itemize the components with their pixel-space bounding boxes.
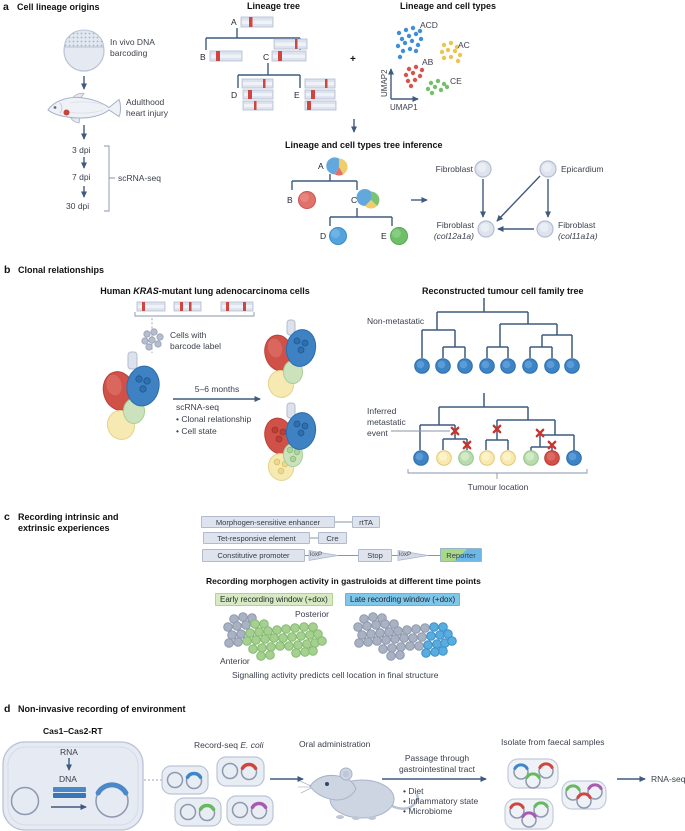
early-window-badge: Early recording window (+dox) [215, 593, 333, 606]
dpi-3-label: 3 dpi [72, 145, 91, 155]
inference-node-a: A [318, 161, 324, 171]
bullet-diet: • Diet [403, 786, 424, 796]
embryo-icon [64, 30, 104, 71]
loxp2-label: loxP [399, 551, 412, 558]
loxp1-label: loxP [310, 551, 323, 558]
lineage-tree-title: Lineage tree [247, 1, 301, 11]
fibroblast-bl-label: Fibroblast (col12a1a) [433, 220, 474, 242]
enhancer-box: Morphogen-sensitive enhancer [201, 516, 335, 528]
tree-node-a-label: A [231, 17, 237, 27]
epicardium-label: Epicardium [561, 164, 604, 174]
reporter-box: Reporter [440, 548, 482, 562]
inference-node-d: D [320, 231, 327, 241]
barcoded-cells-cluster [142, 329, 163, 350]
tree-node-c-label: C [263, 52, 270, 62]
fibroblast-br-label: Fibroblast (col11a1a) [558, 220, 598, 242]
months-label: 5–6 months [194, 384, 240, 394]
scrna-label-a: scRNA-seq [118, 173, 161, 183]
umap-cluster-ab [404, 65, 424, 88]
lung-icon-top-right [261, 320, 318, 401]
inference-node-b: B [287, 195, 293, 205]
mouse-eye [325, 782, 329, 786]
family-tree-metastatic [391, 393, 587, 479]
family-tree-nonmetastatic [415, 298, 580, 373]
mouse-icon [298, 768, 418, 820]
dpi-30-label: 30 dpi [66, 201, 90, 211]
late-window-badge: Late recording window (+dox) [345, 593, 460, 606]
umap-x-label: UMAP1 [390, 103, 418, 112]
inference-title: Lineage and cell types tree inference [285, 140, 443, 150]
rnaseq-label: RNA-seq [651, 774, 685, 784]
panel-b-title: Clonal relationships [18, 265, 105, 275]
barcode-bars [210, 17, 336, 110]
tet-box: Tet-responsive element [203, 532, 310, 544]
invivo-label: In vivo DNA barcoding [110, 37, 155, 59]
barcode-bars-b [137, 302, 253, 311]
promoter-box: Constitutive promoter [202, 549, 305, 562]
panel-d-graphics [3, 742, 645, 830]
inference-tree [292, 157, 408, 244]
oral-label: Oral administration [299, 739, 371, 749]
panel-b-letter: b [4, 264, 11, 276]
gastruloid-late [354, 613, 457, 661]
umap-title: Lineage and cell types [400, 1, 497, 11]
lung-icon-bottom-right [261, 403, 318, 484]
lung-icon-left [99, 352, 162, 443]
heart-injury-spot [64, 110, 70, 116]
dpi-7-label: 7 dpi [72, 172, 91, 182]
kras-title: Human KRAS-mutant lung adenocarcinoma cells [100, 286, 310, 296]
pie-node-c [356, 189, 379, 208]
passage-label: Passage through gastrointestinal tract [398, 753, 476, 775]
faecal-sample-cells [505, 759, 606, 829]
tree-node-e-label: E [294, 90, 300, 100]
tree-node-b-label: B [200, 52, 206, 62]
panel-d-letter: d [4, 703, 11, 715]
rna-label: RNA [60, 747, 78, 757]
recording-title: Recording morphogen activity in gastruloids at different time points [206, 576, 481, 586]
isolate-label: Isolate from faecal samples [501, 737, 605, 747]
cells-barcode-label: Cells with barcode label [170, 330, 222, 352]
signalling-caption: Signalling activity predicts cell location in final structure [232, 670, 439, 680]
pie-node-a [326, 157, 347, 175]
record-seq-cells [162, 757, 273, 826]
dna-bar [53, 787, 86, 792]
tumour-location-label: Tumour location [467, 482, 529, 492]
anterior-label: Anterior [220, 656, 250, 666]
inferred-metastatic-label: Inferred metastatic event [367, 406, 406, 439]
rtta-box: rtTA [352, 516, 380, 528]
fibroblast-top-label: Fibroblast [435, 164, 473, 174]
cluster-acd-label: ACD [420, 20, 438, 30]
bullet-microbiome: • Microbiome [403, 806, 453, 816]
umap-y-label: UMAP2 [380, 69, 389, 97]
umap-cluster-ce [426, 79, 449, 95]
panel-a-letter: a [3, 1, 9, 13]
record-seq-label: Record-seq E. coli [194, 740, 264, 750]
plus-sign: + [350, 54, 356, 65]
cluster-ce-label: CE [450, 76, 462, 86]
panel-a-title: Cell lineage origins [17, 2, 100, 12]
zebrafish-icon [48, 93, 121, 123]
scrna-label-b: scRNA-seq [176, 402, 219, 412]
posterior-label: Posterior [295, 609, 330, 619]
cell-state-network [475, 161, 556, 237]
adulthood-label: Adulthood heart injury [126, 97, 169, 119]
bullet-inflammatory: • Inflammatory state [403, 796, 479, 806]
non-metastatic-label: Non-metastatic [367, 316, 425, 326]
panel-d-title: Non-invasive recording of environment [18, 704, 186, 714]
lineage-tree [206, 17, 336, 110]
panel-c-title: Recording intrinsic and extrinsic experiences [18, 512, 119, 534]
panel-c-letter: c [4, 511, 10, 523]
recon-title: Reconstructed tumour cell family tree [422, 286, 584, 296]
cre-box: Cre [318, 532, 347, 544]
stop-box: Stop [358, 549, 392, 562]
inference-node-c: C [351, 195, 358, 205]
tree-node-d-label: D [231, 90, 238, 100]
cluster-ab-label: AB [422, 57, 434, 67]
bullet-cellstate: • Cell state [176, 426, 217, 436]
dna-label: DNA [59, 774, 77, 784]
cas-label: Cas1–Cas2-RT [43, 726, 103, 736]
cluster-ac-label: AC [458, 40, 470, 50]
inference-node-e: E [381, 231, 387, 241]
bullet-clonal: • Clonal relationship [176, 414, 252, 424]
